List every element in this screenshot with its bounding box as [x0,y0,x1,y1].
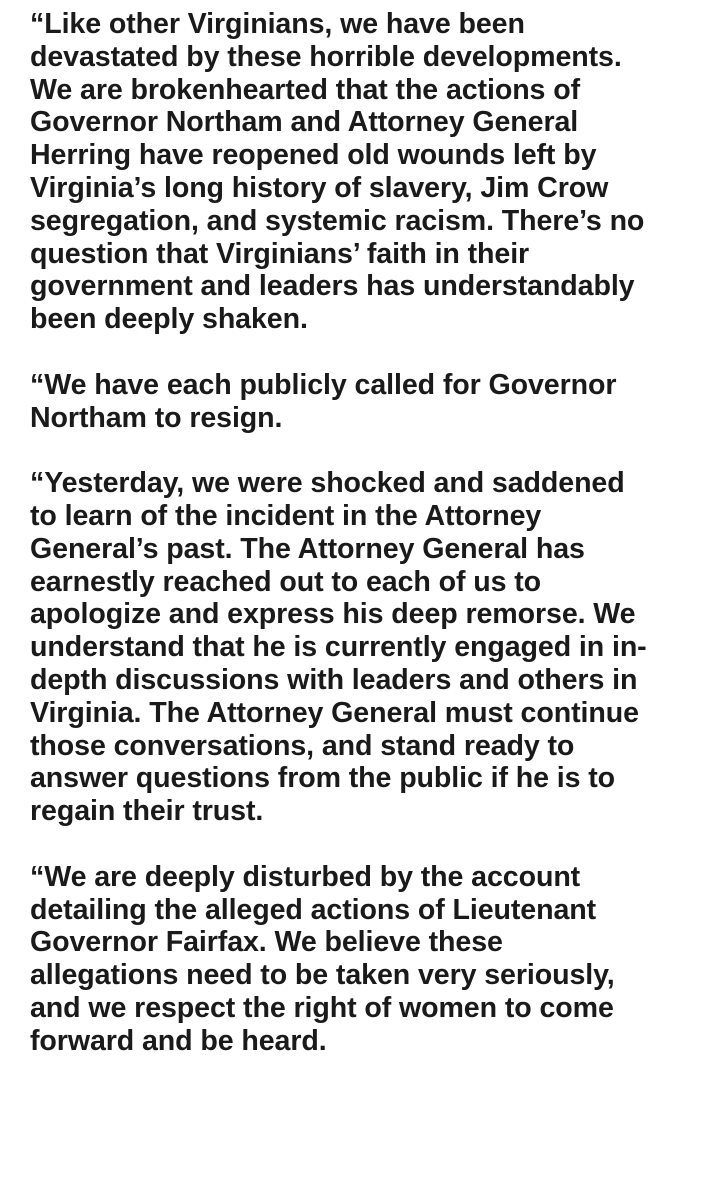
text-line: forward and be heard. [30,1024,327,1057]
text-line: Northam to resign. [30,401,283,434]
paragraph-attorney-general [30,467,709,828]
text-line: Governor Northam and Attorney General [30,106,579,139]
text-line: and we respect the right of women to come [30,991,614,1024]
text-line: been deeply shaken. [30,303,308,336]
paragraph-lieutenant-governor [30,861,709,1058]
text-line: allegations need to be taken very seriously, [30,959,615,992]
text-line: apologize and express his deep remorse. We [30,598,636,631]
text-line: “We are deeply disturbed by the account [30,860,581,893]
text-line: devastated by these horrible developments. [30,40,622,73]
text-line: understand that he is currently engaged in in- [30,631,647,664]
paragraph-resign [30,369,709,435]
text-line: segregation, and systemic racism. There’s no [30,204,645,237]
text-line: answer questions from the public if he is to [30,762,616,795]
text-line: “We have each publicly called for Governor [30,368,617,401]
text-line: “Like other Virginians, we have been [30,8,525,40]
text-line: Virginia. The Attorney General must continue [30,696,639,729]
text-line: Virginia’s long history of slavery, Jim Crow [30,171,609,204]
text-line: Governor Fairfax. We believe these [30,926,503,959]
text-line: General’s past. The Attorney General has [30,532,585,565]
text-line: detailing the alleged actions of Lieutenant [30,893,597,926]
text-line: regain their trust. [30,795,264,828]
text-line: Herring have reopened old wounds left by [30,139,597,172]
text-line: “Yesterday, we were shocked and saddened [30,467,625,500]
text-line: to learn of the incident in the Attorney [30,499,542,532]
text-line: government and leaders has understandably [30,270,635,303]
paragraph-devastated [30,8,709,336]
text-line: earnestly reached out to each of us to [30,565,542,598]
text-line: those conversations, and stand ready to [30,729,575,762]
text-line: depth discussions with leaders and others in [30,663,638,696]
text-line: We are brokenhearted that the actions of [30,73,580,106]
text-line: question that Virginians’ faith in their [30,237,530,270]
